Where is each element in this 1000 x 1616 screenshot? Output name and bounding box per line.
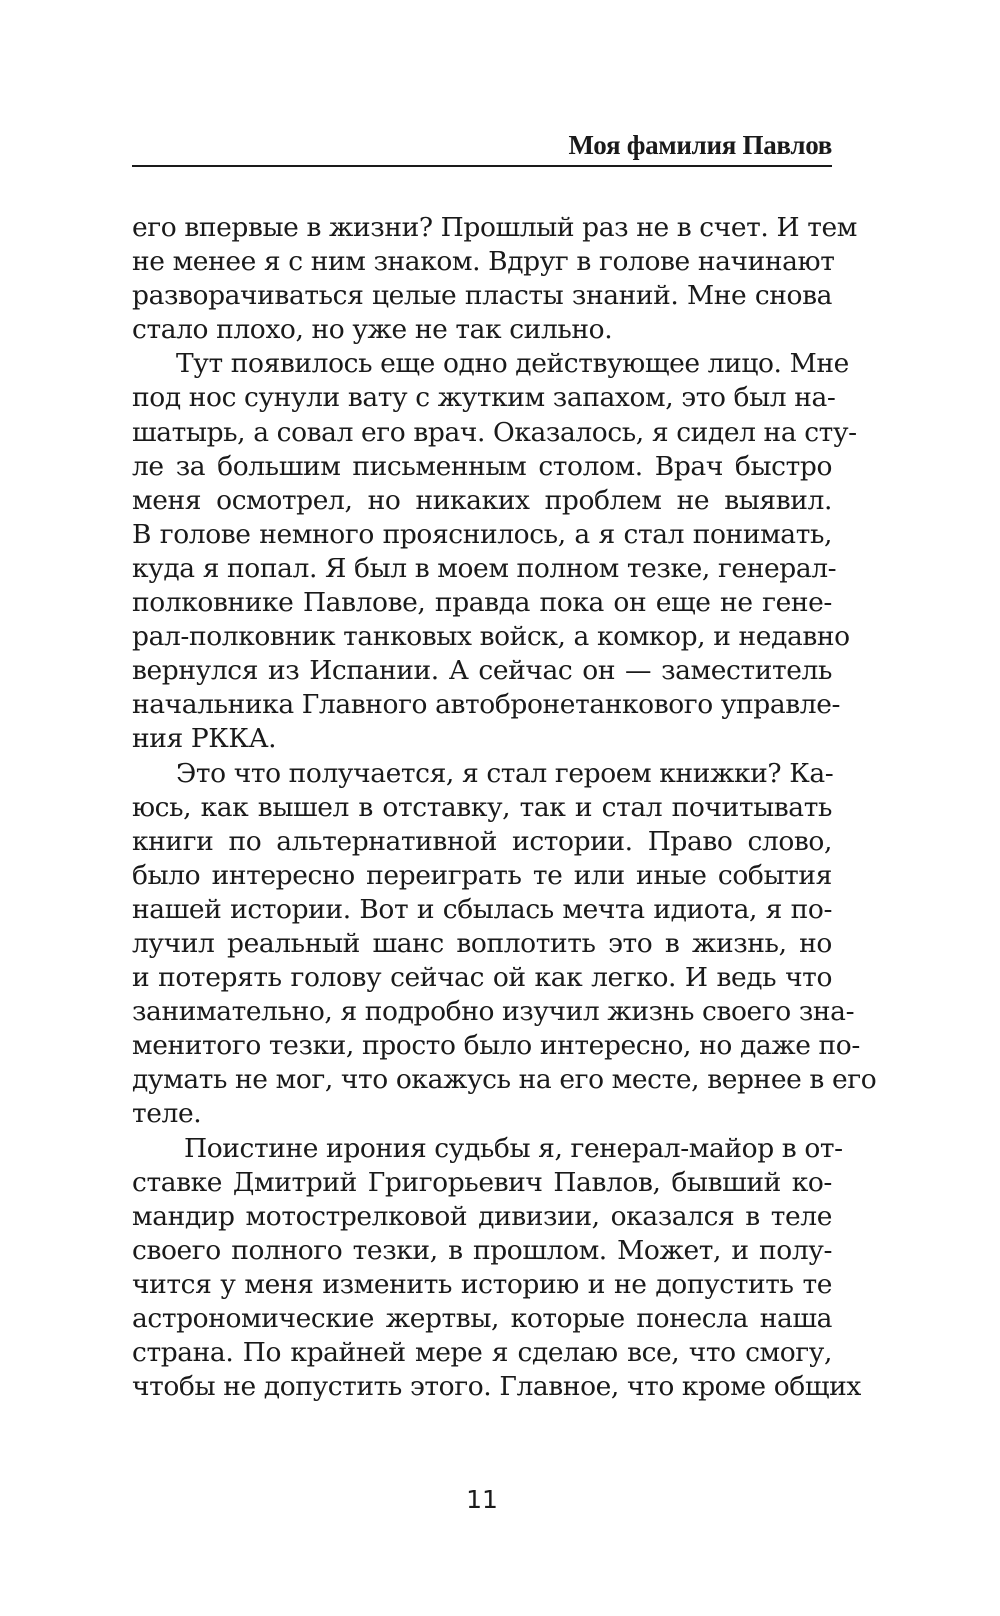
text-line: начальника Главного автобронетанкового управле- bbox=[132, 689, 841, 721]
text-line: разворачиваться целые пласты знаний. Мне снова bbox=[132, 280, 832, 312]
text-line: нашей истории. Вот и сбылась мечта идиота, я по- bbox=[132, 893, 832, 925]
running-title: Моя фамилия Павлов bbox=[568, 130, 832, 160]
text-line: занимательно, я подробно изучил жизнь своего зна- bbox=[132, 996, 855, 1028]
text-line: его впервые в жизни? Прошлый раз не в счет. И тем bbox=[132, 212, 857, 243]
text-line: лучил реальный шанс воплотить это в жизнь, но bbox=[132, 927, 832, 959]
text-line: теле. bbox=[132, 1098, 202, 1130]
text-line: думать не мог, что окажусь на его месте, вернее в его bbox=[132, 1064, 877, 1096]
text-line: ставке Дмитрий Григорьевич Павлов, бывший ко- bbox=[132, 1166, 832, 1198]
text-line: своего полного тезки, в прошлом. Может, и полу- bbox=[132, 1234, 832, 1266]
text-line: и потерять голову сейчас ой как легко. И ведь что bbox=[132, 962, 832, 994]
text-line: мандир мотострелковой дивизии, оказался в теле bbox=[132, 1200, 832, 1232]
paragraph-first-line: Это что получается, я стал героем книжки? Ка- bbox=[176, 757, 834, 789]
text-line: было интересно переиграть те или иные события bbox=[132, 859, 832, 891]
header-rule bbox=[132, 165, 832, 167]
text-line: ния РККА. bbox=[132, 723, 277, 755]
paragraph-first-line: Поистине ирония судьбы я, генерал-майор в от- bbox=[184, 1132, 843, 1164]
text-line: меня осмотрел, но никаких проблем не выявил. bbox=[132, 484, 832, 516]
text-line: астрономические жертвы, которые понесла наша bbox=[132, 1303, 832, 1334]
text-line: менитого тезки, просто было интересно, но даже по- bbox=[132, 1030, 860, 1062]
text-line: не менее я с ним знаком. Вдруг в голове начинают bbox=[132, 246, 835, 278]
text-line: юсь, как вышел в отставку, так и стал почитывать bbox=[132, 791, 832, 823]
text-line: ле за большим письменным столом. Врач быстро bbox=[132, 450, 832, 482]
page-number: 11 bbox=[466, 1485, 498, 1514]
text-line: чтобы не допустить этого. Главное, что кроме общих bbox=[132, 1371, 861, 1403]
text-line: чится у меня изменить историю и не допустить те bbox=[132, 1268, 832, 1300]
body-text bbox=[132, 211, 877, 1404]
text-line: стало плохо, но уже не так сильно. bbox=[132, 314, 613, 346]
paragraph-first-line: Тут появилось еще одно действующее лицо. Мне bbox=[176, 348, 849, 380]
text-line: вернулся из Испании. А сейчас он — заместитель bbox=[132, 655, 832, 687]
text-line: книги по альтернативной истории. Право слово, bbox=[132, 825, 832, 857]
text-line: рал-полковник танковых войск, а комкор, и недавно bbox=[132, 621, 850, 653]
text-line: страна. По крайней мере я сделаю все, что смогу, bbox=[132, 1337, 832, 1369]
text-line: под нос сунули вату с жутким запахом, это был на- bbox=[132, 382, 836, 414]
text-line: полковнике Павлове, правда пока он еще не гене- bbox=[132, 587, 832, 619]
text-line: шатырь, а совал его врач. Оказалось, я сидел на сту- bbox=[132, 416, 857, 448]
text-line: В голове немного прояснилось, а я стал понимать, bbox=[132, 518, 832, 550]
text-line: куда я попал. Я был в моем полном тезке, генерал- bbox=[132, 552, 837, 584]
